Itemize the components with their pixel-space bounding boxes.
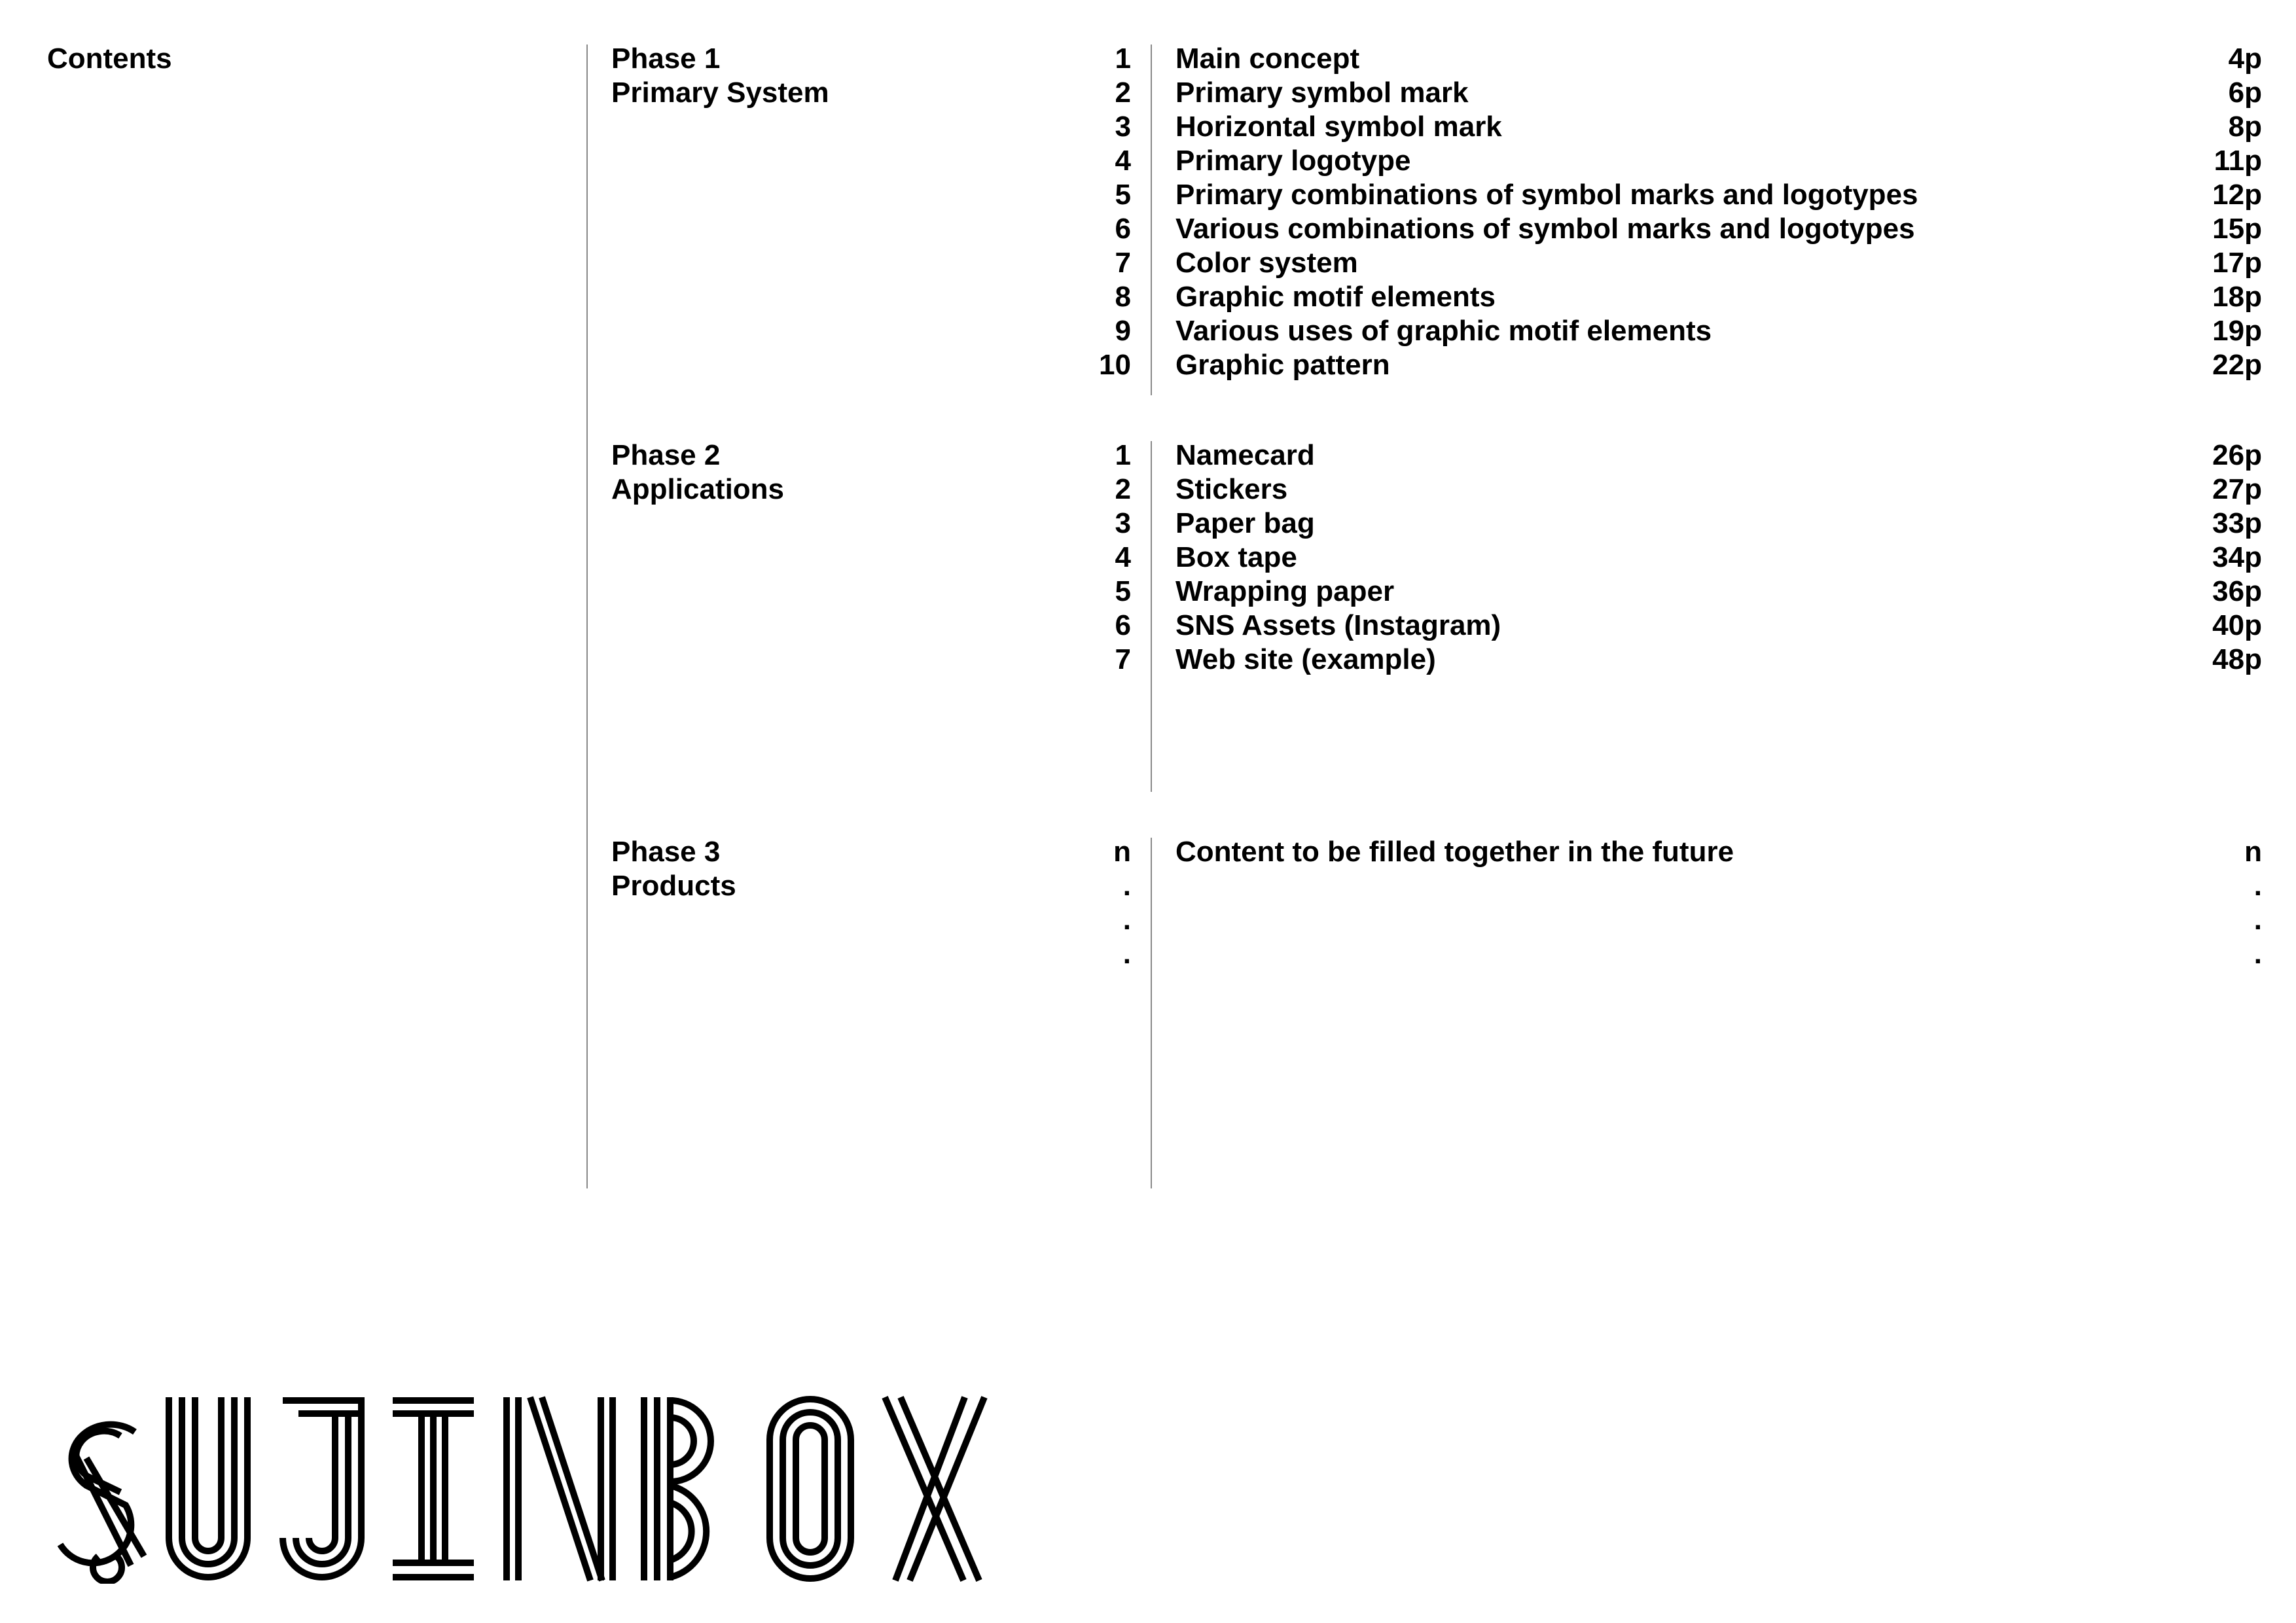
phase-number: Phase 3	[611, 836, 721, 868]
entry-number: 6	[1115, 213, 1131, 245]
sujinbox-logo	[47, 1394, 1003, 1584]
entry-number: 8	[1115, 281, 1131, 313]
entry-title: Namecard	[1175, 439, 1315, 471]
entry-number: 7	[1115, 643, 1131, 675]
logo-letter-u	[169, 1397, 247, 1577]
phase-label	[611, 438, 784, 507]
entry-page: 48p	[2212, 643, 2262, 675]
entry-title: SNS Assets (Instagram)	[1175, 609, 1501, 641]
divider-phase2	[1151, 441, 1152, 792]
phase-name: Primary System	[611, 77, 829, 109]
entry-page: 40p	[2212, 609, 2262, 641]
entry-title: Color system	[1175, 247, 1358, 279]
logo-letter-s	[60, 1425, 144, 1582]
phase-number: Phase 2	[611, 439, 721, 471]
entry-page: 18p	[2212, 281, 2262, 313]
entry-page: 36p	[2212, 575, 2262, 607]
entry-page: 34p	[2212, 541, 2262, 573]
entry-title: Box tape	[1175, 541, 1297, 573]
entry-number: 2	[1115, 77, 1131, 109]
entry-number: n	[1113, 836, 1131, 868]
entry-number: 9	[1115, 315, 1131, 347]
entry-number: 6	[1115, 609, 1131, 641]
phase-name: Applications	[611, 473, 785, 505]
entry-page: 8p	[2228, 111, 2262, 143]
entry-page: 12p	[2212, 179, 2262, 211]
entry-title: Horizontal symbol mark	[1175, 111, 1502, 143]
entry-numbers	[1021, 42, 1131, 382]
phase-label	[611, 42, 829, 110]
entry-number: 7	[1115, 247, 1131, 279]
logo-letter-o	[770, 1399, 851, 1578]
entry-page: 22p	[2212, 349, 2262, 381]
page-title: Contents	[47, 43, 172, 75]
phase-label	[611, 835, 736, 903]
entry-number: 2	[1115, 473, 1131, 505]
entry-titles	[1175, 42, 2157, 382]
entry-page: 33p	[2212, 507, 2262, 539]
entry-title: Graphic motif elements	[1175, 281, 1496, 313]
entry-pages	[2134, 835, 2262, 971]
entry-page: 17p	[2212, 247, 2262, 279]
entry-titles	[1175, 835, 2157, 869]
entry-number: 1	[1115, 43, 1131, 75]
entry-number: 3	[1115, 111, 1131, 143]
entry-number: 5	[1115, 575, 1131, 607]
logo-letter-n	[507, 1397, 613, 1580]
entry-page: 26p	[2212, 439, 2262, 471]
entry-page: 15p	[2212, 213, 2262, 245]
entry-title: Wrapping paper	[1175, 575, 1395, 607]
entry-titles	[1175, 438, 2157, 677]
logo-letter-b	[644, 1397, 711, 1580]
logo-letter-i	[393, 1400, 474, 1577]
divider-phase1	[1151, 45, 1152, 395]
logo-letter-j	[283, 1397, 361, 1577]
entry-page: n	[2244, 836, 2262, 868]
entry-numbers	[1021, 835, 1131, 971]
entry-title: Graphic pattern	[1175, 349, 1390, 381]
entry-number: .	[1122, 904, 1131, 936]
entry-pages	[2134, 42, 2262, 382]
entry-title: Primary combinations of symbol marks and logotypes	[1175, 179, 1918, 211]
entry-title: Primary symbol mark	[1175, 77, 1469, 109]
entry-number: 4	[1115, 541, 1131, 573]
divider-left	[586, 45, 588, 1188]
entry-number: 3	[1115, 507, 1131, 539]
entry-title: Paper bag	[1175, 507, 1315, 539]
entry-title: Various uses of graphic motif elements	[1175, 315, 1712, 347]
entry-page: 27p	[2212, 473, 2262, 505]
entry-page: .	[2253, 904, 2262, 936]
divider-phase3	[1151, 838, 1152, 1188]
entry-page: .	[2253, 870, 2262, 902]
entry-page: 11p	[2214, 145, 2262, 177]
entry-title: Stickers	[1175, 473, 1288, 505]
entry-number: 5	[1115, 179, 1131, 211]
entry-pages	[2134, 438, 2262, 677]
entry-page: 6p	[2228, 77, 2262, 109]
entry-number: 10	[1099, 349, 1131, 381]
phase-number: Phase 1	[611, 43, 721, 75]
entry-number: .	[1122, 870, 1131, 902]
entry-title: Main concept	[1175, 43, 1360, 75]
entry-page: 4p	[2228, 43, 2262, 75]
logo-letter-x	[885, 1397, 984, 1580]
entry-title: Primary logotype	[1175, 145, 1411, 177]
entry-number: 1	[1115, 439, 1131, 471]
entry-page: .	[2253, 938, 2262, 970]
entry-numbers	[1021, 438, 1131, 677]
phase-name: Products	[611, 870, 736, 902]
entry-number: .	[1122, 938, 1131, 970]
entry-number: 4	[1115, 145, 1131, 177]
entry-page: 19p	[2212, 315, 2262, 347]
entry-title: Various combinations of symbol marks and logotypes	[1175, 213, 1915, 245]
entry-title: Content to be filled together in the future	[1175, 836, 1734, 868]
entry-title: Web site (example)	[1175, 643, 1436, 675]
